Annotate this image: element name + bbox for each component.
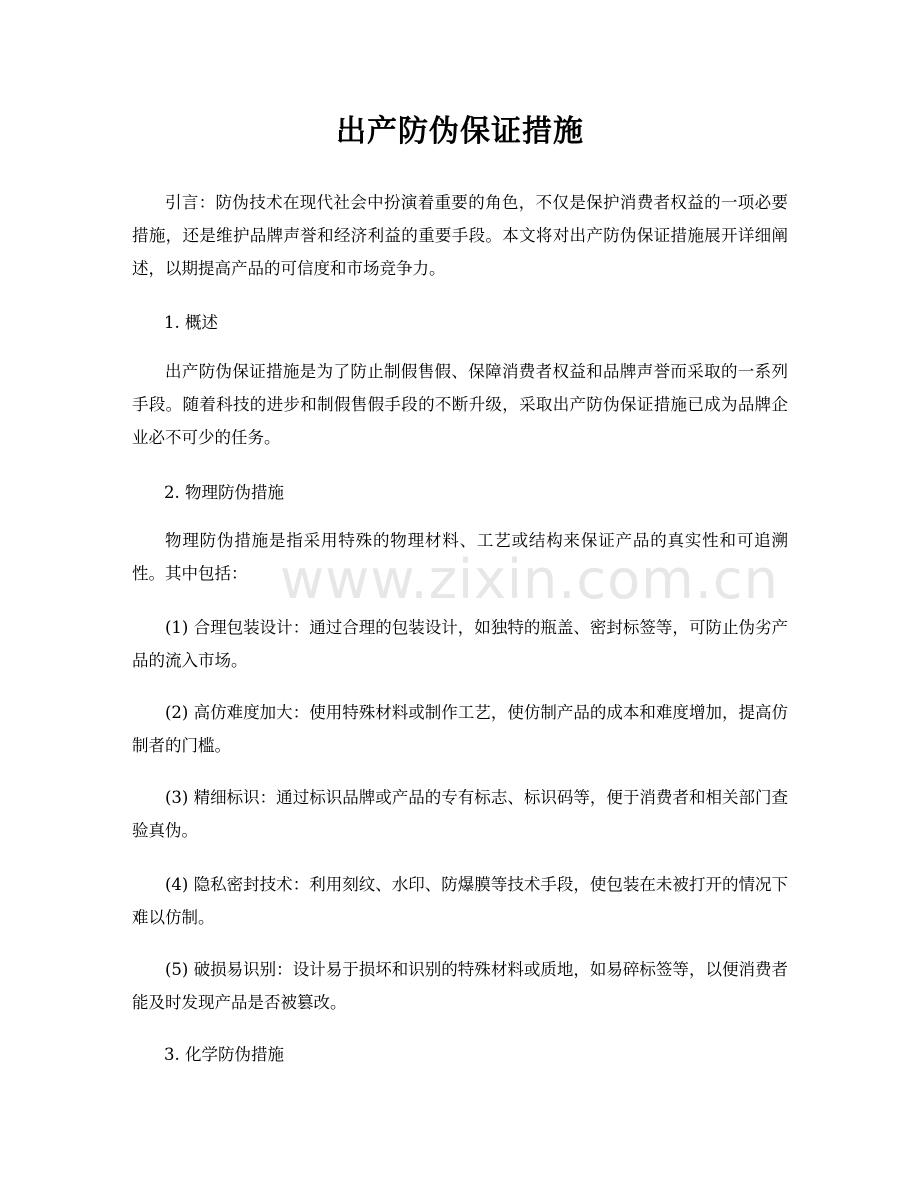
section-2-paragraph: 物理防伪措施是指采用特殊的物理材料、工艺或结构来保证产品的真实性和可追溯性。其中包括： (132, 531, 788, 583)
list-item: (3) 精细标识：通过标识品牌或产品的专有标志、标识码等，便于消费者和相关部门查验真伪。 (132, 788, 788, 840)
list-item: (1) 合理包装设计：通过合理的包装设计，如独特的瓶盖、密封标签等，可防止伪劣产品的流入市场。 (132, 618, 788, 670)
section-3-heading: 3. 化学防伪措施 (164, 1045, 284, 1064)
list-item: (5) 破损易识别：设计易于损坏和识别的特殊材料或质地，如易碎标签等，以便消费者能及时发现产品是否被篡改。 (132, 960, 788, 1012)
watermark-text: www.zixin.com.cn (280, 548, 779, 611)
list-item: (4) 隐私密封技术：利用刻纹、水印、防爆膜等技术手段，使包装在未被打开的情况下难以仿制。 (132, 875, 788, 927)
section-1-paragraph: 出产防伪保证措施是为了防止制假售假、保障消费者权益和品牌声誉而采取的一系列手段。随着科技的进步和制假售假手段的不断升级，采取出产防伪保证措施已成为品牌企业必不可少的任务。 (132, 362, 788, 447)
list-item: (2) 高仿难度加大：使用特殊材料或制作工艺，使仿制产品的成本和难度增加，提高仿制者的门槛。 (132, 703, 788, 755)
section-1-heading: 1. 概述 (164, 313, 218, 332)
intro-paragraph: 引言：防伪技术在现代社会中扮演着重要的角色，不仅是保护消费者权益的一项必要措施，还是维护品牌声誉和经济利益的重要手段。本文将对出产防伪保证措施展开详细阐述，以期提高产品的可信度和市场竞争力。 (132, 193, 788, 278)
document-title: 出产防伪保证措施 (336, 114, 584, 149)
section-2-heading: 2. 物理防伪措施 (164, 483, 284, 502)
